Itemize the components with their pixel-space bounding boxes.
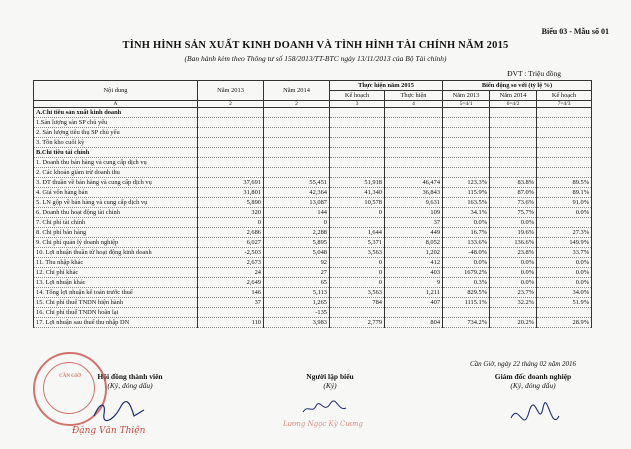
row-value-y14: 42,364 <box>264 188 330 198</box>
row-value-y14: 5,113 <box>264 288 330 298</box>
row-value-act: 403 <box>385 268 443 278</box>
row-value-y14: 13,087 <box>264 198 330 208</box>
row-value-pp <box>537 308 592 318</box>
index-row <box>34 101 592 108</box>
row-label: 3. Tồn kho cuối kỳ <box>34 138 198 148</box>
row-label: 7. Chi phí tài chính <box>34 218 198 228</box>
left-signer-name: Đặng Văn Thiện <box>72 426 146 436</box>
row-value-y13: 6,027 <box>198 238 264 248</box>
row-value-p14 <box>490 308 537 318</box>
row-label: 14. Tổng lợi nhuận kế toán trước thuế <box>34 288 198 298</box>
row-value-pp: 149.9% <box>537 238 592 248</box>
table-row <box>34 108 592 118</box>
row-value-y14: -135 <box>264 308 330 318</box>
row-value-y14 <box>264 128 330 138</box>
row-value-act <box>385 148 443 158</box>
row-value-plan: 51,918 <box>330 178 385 188</box>
right-signer-title: Giám đốc doanh nghiệp <box>494 372 572 381</box>
row-value-plan <box>330 218 385 228</box>
row-value-y13 <box>198 148 264 158</box>
table-row <box>34 298 592 308</box>
header-change-2014: Năm 2014 <box>490 91 537 101</box>
row-value-pp <box>537 118 592 128</box>
page-subtitle: (Ban hành kèm theo Thông tư số 158/2013/TT-BTC ngày 13/11/2013 của Bộ Tài chính) <box>184 54 447 63</box>
row-label: 1. Doanh thu bán hàng và cung cấp dịch vụ <box>34 158 198 168</box>
row-value-y13: -2,503 <box>198 248 264 258</box>
left-signer-note: (Ký, đóng dấu) <box>107 381 153 390</box>
table-row <box>34 228 592 238</box>
row-label: 16. Chi phí thuế TNDN hoãn lại <box>34 308 198 318</box>
row-value-pp <box>537 128 592 138</box>
table-body <box>34 108 592 328</box>
row-value-p14: 23.7% <box>490 288 537 298</box>
row-value-plan: 5,371 <box>330 238 385 248</box>
row-label: 2. Sản lượng tiêu thụ SP chủ yếu <box>34 128 198 138</box>
row-value-act: 36,843 <box>385 188 443 198</box>
row-value-plan: 10,578 <box>330 198 385 208</box>
left-signature-icon <box>90 398 150 423</box>
row-value-y13 <box>198 118 264 128</box>
row-value-plan <box>330 108 385 118</box>
table-row <box>34 278 592 288</box>
header-2015: Thực hiện năm 2015 <box>330 81 443 91</box>
row-value-p13: 0.3% <box>443 278 490 288</box>
row-value-y14: 5,895 <box>264 238 330 248</box>
row-value-p14 <box>490 148 537 158</box>
page-title: TÌNH HÌNH SẢN XUẤT KINH DOANH VÀ TÌNH HÌNH TÀI CHÍNH NĂM 2015 <box>122 40 509 51</box>
header-2013: Năm 2013 <box>198 81 264 101</box>
mid-signer-title: Người lập biểu <box>306 372 354 381</box>
index-cell: 6=4/2 <box>490 101 537 108</box>
row-value-act <box>385 108 443 118</box>
row-value-y14: 5,048 <box>264 248 330 258</box>
row-value-p14 <box>490 138 537 148</box>
header-2014: Năm 2014 <box>264 81 330 101</box>
row-value-plan <box>330 158 385 168</box>
table-row <box>34 118 592 128</box>
row-value-plan <box>330 168 385 178</box>
table-row <box>34 158 592 168</box>
index-cell: 7=4/3 <box>537 101 592 108</box>
row-value-pp: 51.9% <box>537 298 592 308</box>
row-value-y14 <box>264 118 330 128</box>
row-value-pp <box>537 108 592 118</box>
row-value-plan: 1,644 <box>330 228 385 238</box>
row-value-y13: 2,686 <box>198 228 264 238</box>
left-signer-title: Hội đồng thành viên <box>97 372 163 381</box>
row-value-pp: 0.0% <box>537 278 592 288</box>
row-value-plan: 0 <box>330 268 385 278</box>
row-value-pp <box>537 138 592 148</box>
row-label: 17. Lợi nhuận sau thuế thu nhập DN <box>34 318 198 328</box>
row-value-y13: 110 <box>198 318 264 328</box>
row-value-pp: 0.0% <box>537 268 592 278</box>
row-value-y13 <box>198 108 264 118</box>
row-value-p13: 1679.2% <box>443 268 490 278</box>
row-value-pp: 33.7% <box>537 248 592 258</box>
table-row <box>34 148 592 158</box>
row-value-p13 <box>443 128 490 138</box>
row-value-y14: 1,265 <box>264 298 330 308</box>
row-value-y14 <box>264 138 330 148</box>
row-value-p13 <box>443 158 490 168</box>
row-value-p13: 115.9% <box>443 188 490 198</box>
row-value-p13: 734.2% <box>443 318 490 328</box>
row-value-y13 <box>198 138 264 148</box>
index-cell: 4 <box>385 101 443 108</box>
row-value-pp: 89.5% <box>537 178 592 188</box>
table-row <box>34 268 592 278</box>
row-value-p14: 32.2% <box>490 298 537 308</box>
row-value-act <box>385 168 443 178</box>
row-value-p13 <box>443 148 490 158</box>
header-change-2013: Năm 2013 <box>443 91 490 101</box>
row-value-y13: 2,649 <box>198 278 264 288</box>
row-value-y13: 320 <box>198 208 264 218</box>
row-value-plan <box>330 148 385 158</box>
row-value-y14: 3,983 <box>264 318 330 328</box>
row-value-plan: 0 <box>330 258 385 268</box>
row-value-act: 9 <box>385 278 443 288</box>
row-value-pp: 0.0% <box>537 258 592 268</box>
row-value-p13: 123.3% <box>443 178 490 188</box>
row-value-act: 46,474 <box>385 178 443 188</box>
header-content: Nội dung <box>34 81 198 101</box>
right-signature-icon <box>505 398 565 438</box>
row-value-pp <box>537 158 592 168</box>
row-value-plan: 2,779 <box>330 318 385 328</box>
row-value-plan <box>330 118 385 128</box>
row-value-pp: 34.0% <box>537 288 592 298</box>
row-value-y13 <box>198 308 264 318</box>
row-value-p13: 1115.1% <box>443 298 490 308</box>
index-cell: A <box>34 101 198 108</box>
right-signer-note: (Ký, đóng dấu) <box>510 381 556 390</box>
row-label: 3. DT thuần về bán hàng và cung cấp dịch vụ <box>34 178 198 188</box>
row-value-act: 449 <box>385 228 443 238</box>
row-value-plan <box>330 138 385 148</box>
row-label: 8. Chi phí bán hàng <box>34 228 198 238</box>
row-value-y13: 2,673 <box>198 258 264 268</box>
mid-signature-icon <box>300 398 350 418</box>
row-value-pp: 28.9% <box>537 318 592 328</box>
row-value-pp: 0.0% <box>537 208 592 218</box>
row-value-plan: 3,563 <box>330 248 385 258</box>
row-value-y14: 92 <box>264 258 330 268</box>
row-value-p14: 0.0% <box>490 218 537 228</box>
row-value-act <box>385 138 443 148</box>
row-label: 5. LN gộp về bán hàng và cung cấp dịch vụ <box>34 198 198 208</box>
table-row <box>34 138 592 148</box>
row-label: 13. Lợi nhuận khác <box>34 278 198 288</box>
row-value-y13: 5,890 <box>198 198 264 208</box>
index-cell: 2 <box>198 101 264 108</box>
row-label: 1.Sản lượng sản SP chủ yếu <box>34 118 198 128</box>
row-value-act: 804 <box>385 318 443 328</box>
table-row <box>34 318 592 328</box>
row-label: 9. Chi phí quản lý doanh nghiệp <box>34 238 198 248</box>
row-value-act: 407 <box>385 298 443 308</box>
table-row <box>34 198 592 208</box>
table-row <box>34 258 592 268</box>
row-value-p13: 133.6% <box>443 238 490 248</box>
row-value-p13 <box>443 118 490 128</box>
row-value-act: 412 <box>385 258 443 268</box>
row-value-act <box>385 128 443 138</box>
row-value-p13: 0.0% <box>443 218 490 228</box>
row-value-p14: 0.0% <box>490 278 537 288</box>
row-value-p14: 23.8% <box>490 248 537 258</box>
row-value-act: 8,052 <box>385 238 443 248</box>
row-label: 2. Các khoản giảm trừ doanh thu <box>34 168 198 178</box>
index-cell: 3 <box>330 101 385 108</box>
table-row <box>34 128 592 138</box>
table-row <box>34 178 592 188</box>
row-label: 15. Chi phí thuế TNDN hiện hành <box>34 298 198 308</box>
row-value-pp: 91.0% <box>537 198 592 208</box>
index-cell: 2 <box>264 101 330 108</box>
stamp-text: CẦN GIỜ <box>59 374 81 379</box>
row-value-p14 <box>490 118 537 128</box>
row-value-p13 <box>443 168 490 178</box>
table-row <box>34 168 592 178</box>
row-value-y13: 24 <box>198 268 264 278</box>
row-value-pp <box>537 168 592 178</box>
row-value-pp <box>537 148 592 158</box>
row-value-p13: 16.7% <box>443 228 490 238</box>
index-cell: 5=4/1 <box>443 101 490 108</box>
header-actual: Thực hiện <box>385 91 443 101</box>
row-value-p14: 136.6% <box>490 238 537 248</box>
table-row <box>34 238 592 248</box>
row-value-y13: 37,691 <box>198 178 264 188</box>
row-value-y13: 31,801 <box>198 188 264 198</box>
row-value-p14: 0.0% <box>490 268 537 278</box>
row-value-y14: 2,288 <box>264 228 330 238</box>
row-value-act <box>385 158 443 168</box>
row-value-p14: 87.0% <box>490 188 537 198</box>
row-value-pp: 27.3% <box>537 228 592 238</box>
row-value-y14 <box>264 148 330 158</box>
mid-signer-note: (Ký) <box>323 381 337 390</box>
signature-middle <box>270 372 390 390</box>
row-value-p13: 0.0% <box>443 258 490 268</box>
table-row <box>34 308 592 318</box>
header-change: Biến động so với (tỷ lệ %) <box>443 81 592 91</box>
table-row <box>34 208 592 218</box>
row-value-y13 <box>198 158 264 168</box>
row-value-p14 <box>490 158 537 168</box>
mid-signer-name: Lương Ngọc Kỳ Cương <box>283 420 364 428</box>
row-value-y13: 146 <box>198 288 264 298</box>
row-value-y14: 0 <box>264 218 330 228</box>
row-label: 11. Thu nhập khác <box>34 258 198 268</box>
row-value-p14: 0.0% <box>490 258 537 268</box>
row-label: 6. Doanh thu hoạt động tài chính <box>34 208 198 218</box>
row-value-y13 <box>198 128 264 138</box>
row-value-y14: 55,451 <box>264 178 330 188</box>
row-value-y14: 144 <box>264 208 330 218</box>
row-value-p14 <box>490 128 537 138</box>
signature-right <box>468 372 598 390</box>
row-value-plan: 3,563 <box>330 288 385 298</box>
row-value-y13: 37 <box>198 298 264 308</box>
table-row <box>34 188 592 198</box>
row-label: 10. Lợi nhuận thuần từ hoạt động kinh doanh <box>34 248 198 258</box>
header-plan: Kế hoạch <box>330 91 385 101</box>
header-change-plan: Kế hoạch <box>537 91 592 101</box>
row-value-p13: 163.5% <box>443 198 490 208</box>
row-value-y14 <box>264 168 330 178</box>
row-value-y13: 0 <box>198 218 264 228</box>
row-value-act: 1,211 <box>385 288 443 298</box>
row-value-y14 <box>264 158 330 168</box>
table-row <box>34 218 592 228</box>
row-value-act <box>385 118 443 128</box>
row-value-p14: 83.8% <box>490 178 537 188</box>
form-code: Biểu 03 - Mẫu số 01 <box>541 27 609 36</box>
row-value-y14: 65 <box>264 278 330 288</box>
row-label: B.Chỉ tiêu tài chính <box>34 148 198 158</box>
row-value-act: 1,202 <box>385 248 443 258</box>
row-value-p13 <box>443 308 490 318</box>
row-value-act <box>385 308 443 318</box>
row-value-y14: 27 <box>264 268 330 278</box>
row-value-p14 <box>490 108 537 118</box>
row-value-p14: 20.2% <box>490 318 537 328</box>
row-value-p13: -48.0% <box>443 248 490 258</box>
table-row <box>34 288 592 298</box>
row-value-y14 <box>264 108 330 118</box>
financial-table <box>33 80 592 328</box>
row-value-plan: 784 <box>330 298 385 308</box>
row-value-plan: 0 <box>330 278 385 288</box>
row-value-pp <box>537 218 592 228</box>
row-value-p14: 75.7% <box>490 208 537 218</box>
unit-label: ĐVT : Triệu đồng <box>507 69 561 78</box>
row-value-p13 <box>443 108 490 118</box>
row-value-p13 <box>443 138 490 148</box>
row-value-plan <box>330 308 385 318</box>
row-value-plan: 0 <box>330 208 385 218</box>
row-value-act: 109 <box>385 208 443 218</box>
row-value-plan: 41,340 <box>330 188 385 198</box>
row-label: 12. Chi phí khác <box>34 268 198 278</box>
row-value-p14: 73.6% <box>490 198 537 208</box>
row-value-p13: 34.1% <box>443 208 490 218</box>
row-value-plan <box>330 128 385 138</box>
row-value-y13 <box>198 168 264 178</box>
table-row <box>34 248 592 258</box>
row-value-p14: 19.6% <box>490 228 537 238</box>
row-value-p14 <box>490 168 537 178</box>
date-line: Cần Giờ, ngày 22 tháng 02 năm 2016 <box>470 360 577 368</box>
row-label: A.Chỉ tiêu sản xuất kinh doanh <box>34 108 198 118</box>
row-label: 4. Giá vốn hàng bán <box>34 188 198 198</box>
row-value-p13: 829.5% <box>443 288 490 298</box>
row-value-pp: 89.1% <box>537 188 592 198</box>
row-value-act: 37 <box>385 218 443 228</box>
row-value-act: 9,631 <box>385 198 443 208</box>
